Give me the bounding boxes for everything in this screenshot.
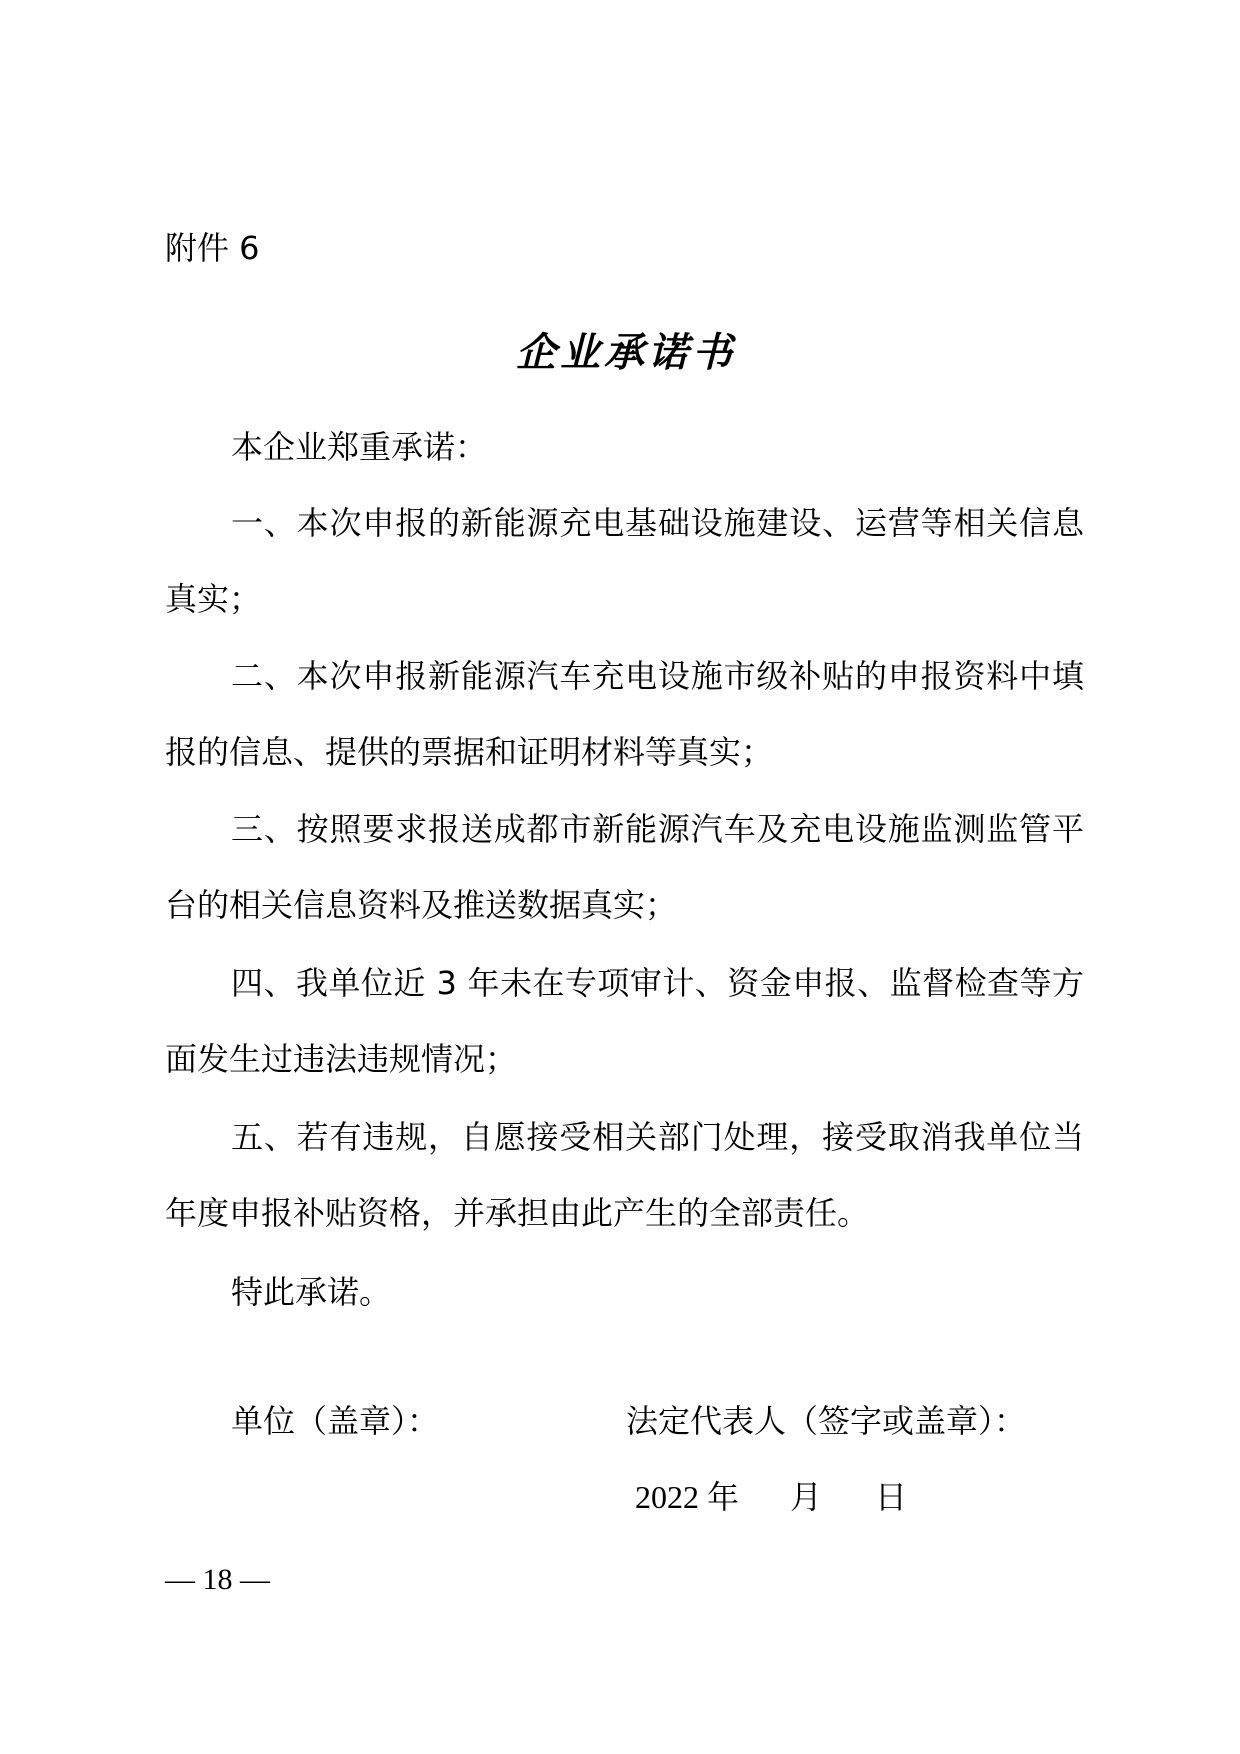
date-month: 月 xyxy=(790,1478,823,1516)
item-1-line-1: 一、本次申报的新能源充电基础设施建设、运营等相关信息 xyxy=(231,504,1084,542)
item-4-line-1: 四、我单位近 3 年未在专项审计、资金申报、监督检查等方 xyxy=(231,964,1084,1002)
item-1-line-2: 真实； xyxy=(165,580,262,618)
page-title: 企业承诺书 xyxy=(516,329,732,376)
item-2-line-1: 二、本次申报新能源汽车充电设施市级补贴的申报资料中填 xyxy=(231,657,1084,695)
attachment-label: 附件 6 xyxy=(165,229,260,267)
date-year: 2022 年 xyxy=(635,1479,740,1515)
item-3-line-1: 三、按照要求报送成都市新能源汽车及充电设施监测监管平 xyxy=(231,810,1084,848)
unit-seal-label: 单位（盖章）： xyxy=(231,1402,440,1440)
date-day: 日 xyxy=(875,1478,908,1516)
item-2-line-2: 报的信息、提供的票据和证明材料等真实； xyxy=(165,733,774,771)
item-4-line-2: 面发生过违法违规情况； xyxy=(165,1040,518,1078)
item-5-line-2: 年度申报补贴资格，并承担由此产生的全部责任。 xyxy=(165,1194,870,1232)
closing-text: 特此承诺。 xyxy=(231,1273,392,1311)
legal-rep-label: 法定代表人（签字或盖章）： xyxy=(626,1402,1027,1440)
item-3-line-2: 台的相关信息资料及推送数据真实； xyxy=(165,886,678,924)
intro-text: 本企业郑重承诺： xyxy=(231,428,488,466)
item-5-line-1: 五、若有违规，自愿接受相关部门处理，接受取消我单位当 xyxy=(231,1118,1084,1156)
page-number: — 18 — xyxy=(165,1563,270,1596)
